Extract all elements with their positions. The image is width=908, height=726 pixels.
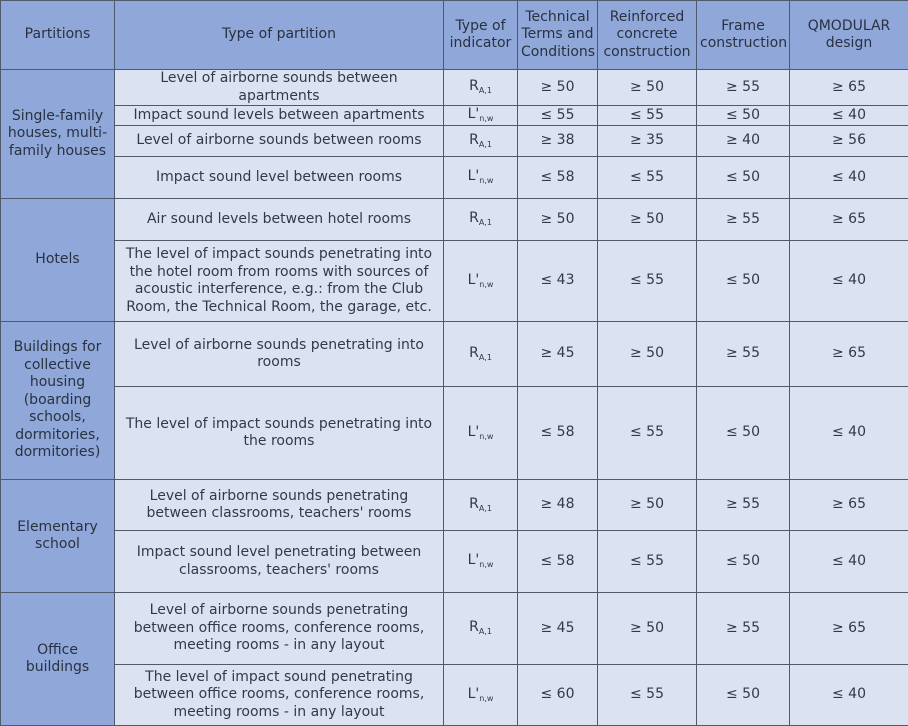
value-qmodular: ≤ 40 [790,106,908,126]
partition-type: Air sound levels between hotel rooms [115,199,444,241]
table-row [1,126,908,157]
indicator-subscript: A,1 [479,627,492,636]
value-technical-terms: ≤ 58 [518,387,598,480]
partition-group-name: Office buildings [1,593,115,726]
value-technical-terms: ≥ 38 [518,126,598,157]
value-qmodular: ≥ 65 [790,593,908,665]
indicator-symbol: R [469,78,479,94]
partition-type: Level of airborne sounds between apartments [115,70,444,106]
partition-type: The level of impact sounds penetrating into the hotel room from rooms with sources of acoustic interference, e.g.: from the Club Room, the Technical Room, the garage, etc. [115,241,444,322]
indicator-symbol: R [469,132,479,148]
value-frame-construction: ≤ 50 [697,241,790,322]
indicator-subscript: A,1 [479,353,492,362]
value-reinforced-concrete: ≤ 55 [598,157,697,199]
partition-type: Level of airborne sounds penetrating between office rooms, conference rooms, meeting rooms - in any layout [115,593,444,665]
value-qmodular: ≤ 40 [790,241,908,322]
indicator-cell [444,126,518,157]
table-row [1,199,908,241]
value-frame-construction: ≤ 50 [697,387,790,480]
partition-type: Impact sound level penetrating between classrooms, teachers' rooms [115,531,444,593]
header-technical-terms: Technical Terms and Conditions [518,1,598,70]
indicator-cell [444,106,518,126]
table-row [1,387,908,480]
indicator-cell [444,480,518,531]
indicator-symbol: R [469,210,479,226]
indicator-cell [444,665,518,726]
header-type-of-indicator: Type of indicator [444,1,518,70]
indicator-symbol: R [469,619,479,635]
partition-type: Level of airborne sounds between rooms [115,126,444,157]
value-frame-construction: ≤ 50 [697,106,790,126]
partition-type: Impact sound levels between apartments [115,106,444,126]
indicator-subscript: A,1 [479,140,492,149]
value-reinforced-concrete: ≥ 50 [598,322,697,387]
header-row [1,1,908,70]
indicator-cell [444,241,518,322]
partition-group-name: Buildings for collective housing (boarding schools, dormitories, dormitories) [1,322,115,480]
indicator-subscript: A,1 [479,218,492,227]
indicator-symbol: L' [468,168,480,184]
value-frame-construction: ≥ 55 [697,70,790,106]
indicator-cell [444,322,518,387]
value-reinforced-concrete: ≤ 55 [598,531,697,593]
indicator-cell [444,531,518,593]
value-qmodular: ≥ 65 [790,480,908,531]
value-frame-construction: ≥ 55 [697,480,790,531]
indicator-symbol: L' [468,686,480,702]
value-reinforced-concrete: ≥ 50 [598,199,697,241]
value-technical-terms: ≥ 45 [518,322,598,387]
indicator-symbol: R [469,496,479,512]
indicator-symbol: L' [468,106,480,122]
table-row [1,531,908,593]
value-reinforced-concrete: ≥ 50 [598,70,697,106]
partition-type: The level of impact sound penetrating between office rooms, conference rooms, meeting rooms - in any layout [115,665,444,726]
value-technical-terms: ≥ 50 [518,199,598,241]
partition-type: Level of airborne sounds penetrating into rooms [115,322,444,387]
value-qmodular: ≤ 40 [790,665,908,726]
value-reinforced-concrete: ≤ 55 [598,665,697,726]
indicator-symbol: L' [468,272,480,288]
header-reinforced-concrete: Reinforced concrete construction [598,1,697,70]
value-technical-terms: ≤ 55 [518,106,598,126]
value-qmodular: ≥ 65 [790,322,908,387]
value-reinforced-concrete: ≤ 55 [598,106,697,126]
indicator-subscript: n,w [479,280,493,289]
table-row [1,106,908,126]
value-reinforced-concrete: ≥ 35 [598,126,697,157]
header-frame-construction: Frame construction [697,1,790,70]
value-reinforced-concrete: ≤ 55 [598,241,697,322]
table-row [1,322,908,387]
value-technical-terms: ≤ 43 [518,241,598,322]
indicator-cell [444,157,518,199]
value-frame-construction: ≥ 40 [697,126,790,157]
indicator-cell [444,593,518,665]
indicator-subscript: n,w [479,432,493,441]
value-technical-terms: ≥ 45 [518,593,598,665]
indicator-symbol: L' [468,424,480,440]
indicator-symbol: R [469,345,479,361]
value-qmodular: ≤ 40 [790,531,908,593]
value-technical-terms: ≤ 58 [518,531,598,593]
indicator-symbol: L' [468,552,480,568]
value-technical-terms: ≤ 60 [518,665,598,726]
header-partitions: Partitions [1,1,115,70]
value-frame-construction: ≤ 50 [697,157,790,199]
partition-type: Level of airborne sounds penetrating between classrooms, teachers' rooms [115,480,444,531]
value-frame-construction: ≤ 50 [697,665,790,726]
header-type-of-partition: Type of partition [115,1,444,70]
indicator-cell [444,199,518,241]
partition-type: Impact sound level between rooms [115,157,444,199]
table-row [1,70,908,106]
partition-group-name: Hotels [1,199,115,322]
indicator-subscript: n,w [479,694,493,703]
value-reinforced-concrete: ≥ 50 [598,480,697,531]
table-row [1,665,908,726]
table-row [1,157,908,199]
indicator-subscript: n,w [479,176,493,185]
partition-group-name: Single-family houses, multi-family houses [1,70,115,199]
value-qmodular: ≥ 65 [790,70,908,106]
value-technical-terms: ≥ 48 [518,480,598,531]
value-qmodular: ≥ 56 [790,126,908,157]
table-row [1,480,908,531]
value-technical-terms: ≥ 50 [518,70,598,106]
value-reinforced-concrete: ≥ 50 [598,593,697,665]
value-qmodular: ≤ 40 [790,387,908,480]
table-row [1,241,908,322]
indicator-cell [444,70,518,106]
partition-group-name: Elementary school [1,480,115,593]
value-reinforced-concrete: ≤ 55 [598,387,697,480]
value-frame-construction: ≥ 55 [697,199,790,241]
value-qmodular: ≥ 65 [790,199,908,241]
table-row [1,593,908,665]
indicator-subscript: A,1 [479,504,492,513]
value-frame-construction: ≥ 55 [697,593,790,665]
indicator-subscript: A,1 [479,86,492,95]
partition-type: The level of impact sounds penetrating into the rooms [115,387,444,480]
value-qmodular: ≤ 40 [790,157,908,199]
value-frame-construction: ≤ 50 [697,531,790,593]
indicator-cell [444,387,518,480]
value-frame-construction: ≥ 55 [697,322,790,387]
header-qmodular-design: QMODULAR design [790,1,908,70]
indicator-subscript: n,w [479,560,493,569]
value-technical-terms: ≤ 58 [518,157,598,199]
indicator-subscript: n,w [479,114,493,123]
